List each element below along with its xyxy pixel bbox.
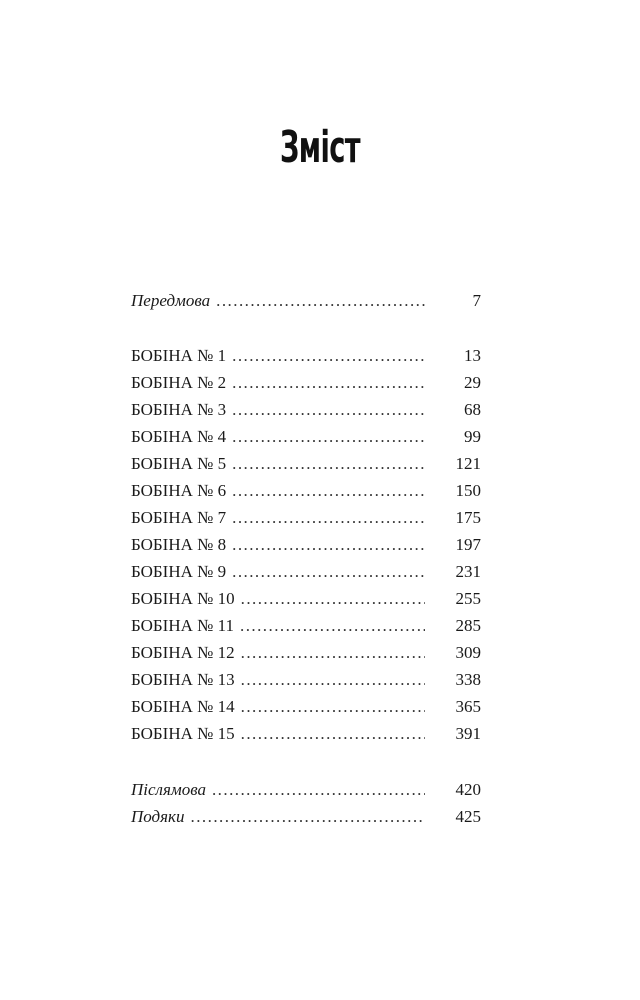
- toc-entry-page: 391: [455, 724, 481, 743]
- dot-leader: [232, 450, 425, 477]
- toc-entry-chapter: [131, 477, 481, 504]
- toc-entry-chapter: [131, 693, 481, 720]
- toc-entry-chapter: [131, 342, 481, 369]
- toc-entry-chapter: [131, 612, 481, 639]
- toc-entry-label: БОБІНА № 12: [131, 643, 235, 662]
- toc-front-matter: [131, 287, 481, 314]
- toc-entry-chapter: [131, 423, 481, 450]
- toc-entry-page: 365: [455, 697, 481, 716]
- toc-entry-page: 99: [464, 427, 481, 446]
- dot-leader: [241, 666, 425, 693]
- dot-leader: [191, 803, 425, 830]
- dot-leader: [232, 558, 425, 585]
- toc-entry-page: 285: [455, 616, 481, 635]
- toc-entry-chapter: [131, 639, 481, 666]
- dot-leader: [232, 504, 425, 531]
- toc-entry-page: 68: [464, 400, 481, 419]
- toc-entry-label: БОБІНА № 11: [131, 616, 234, 635]
- toc-entry-page: 13: [464, 346, 481, 365]
- toc-entry-page: 255: [455, 589, 481, 608]
- toc-entry-page: 29: [464, 373, 481, 392]
- toc-entry-chapter: [131, 396, 481, 423]
- toc-entry-label: БОБІНА № 9: [131, 562, 227, 581]
- toc-entry-label: БОБІНА № 6: [131, 481, 227, 500]
- toc-entry-label: БОБІНА № 7: [131, 508, 227, 527]
- toc-entry-chapter: [131, 720, 481, 747]
- toc-entry-chapter: [131, 531, 481, 558]
- toc-entry-label: БОБІНА № 15: [131, 724, 235, 743]
- toc-entry-label: Післямова: [131, 780, 206, 799]
- toc-entry-page: 425: [455, 807, 481, 826]
- toc-entry-label: БОБІНА № 4: [131, 427, 227, 446]
- toc-entry-chapter: [131, 585, 481, 612]
- dot-leader: [241, 693, 425, 720]
- dot-leader: [240, 612, 425, 639]
- page-title: Зміст: [280, 122, 360, 173]
- toc-entry-label: БОБІНА № 2: [131, 373, 227, 392]
- toc-back-matter: [131, 776, 481, 830]
- dot-leader: [241, 720, 425, 747]
- toc-entry-chapter: [131, 450, 481, 477]
- toc-entry-label: БОБІНА № 1: [131, 346, 227, 365]
- dot-leader: [241, 639, 425, 666]
- toc-entry-page: 338: [455, 670, 481, 689]
- dot-leader: [232, 369, 425, 396]
- toc-entry-label: БОБІНА № 13: [131, 670, 235, 689]
- toc-chapters: [131, 342, 481, 747]
- toc-entry-chapter: [131, 558, 481, 585]
- toc-entry-page: 231: [455, 562, 481, 581]
- toc-entry-page: 7: [472, 291, 481, 310]
- dot-leader: [232, 423, 425, 450]
- dot-leader: [216, 287, 425, 314]
- toc-entry-page: 309: [455, 643, 481, 662]
- dot-leader: [232, 477, 425, 504]
- toc-entry-label: Подяки: [131, 807, 185, 826]
- toc-entry-page: 150: [455, 481, 481, 500]
- toc-entry-label: БОБІНА № 8: [131, 535, 227, 554]
- toc-entry-page: 197: [455, 535, 481, 554]
- toc-entry-afterword: [131, 776, 481, 803]
- toc-entry-page: 121: [455, 454, 481, 473]
- toc-entry-chapter: [131, 666, 481, 693]
- toc-entry-page: 420: [455, 780, 481, 799]
- toc-entry-chapter: [131, 369, 481, 396]
- toc-entry-label: Передмова: [131, 291, 211, 310]
- toc-entry-foreword: [131, 287, 481, 314]
- dot-leader: [232, 531, 425, 558]
- toc-entry-page: 175: [455, 508, 481, 527]
- toc-entry-label: БОБІНА № 10: [131, 589, 235, 608]
- dot-leader: [212, 776, 425, 803]
- dot-leader: [232, 342, 425, 369]
- dot-leader: [241, 585, 425, 612]
- dot-leader: [232, 396, 425, 423]
- toc-entry-acknowledgements: [131, 803, 481, 830]
- toc-entry-label: БОБІНА № 5: [131, 454, 227, 473]
- toc-entry-label: БОБІНА № 3: [131, 400, 227, 419]
- toc-entry-label: БОБІНА № 14: [131, 697, 235, 716]
- toc-entry-chapter: [131, 504, 481, 531]
